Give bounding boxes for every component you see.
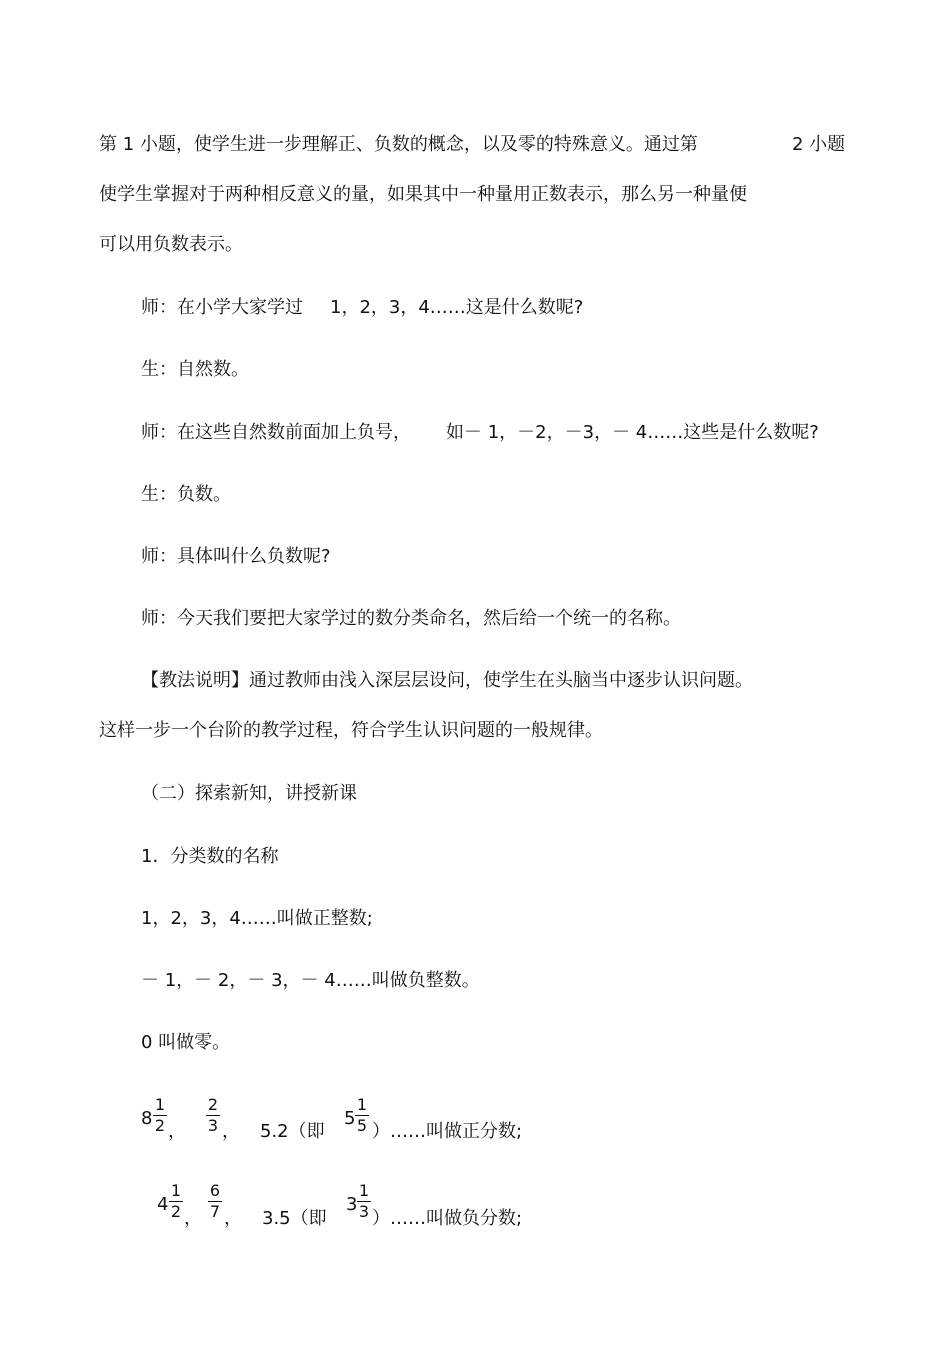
fraction: 1 5	[356, 1095, 368, 1135]
para1-line1a: 第 1 小题，使学生进一步理解正、负数的概念，以及零的特殊意义。通过第	[99, 134, 698, 155]
separator: ，	[222, 1121, 240, 1142]
separator: ，	[224, 1208, 242, 1229]
dialog-line-4: 生：负数。	[141, 484, 231, 505]
para1-line2: 使学生掌握对于两种相反意义的量，如果其中一种量用正数表示，那么另一种量便	[99, 184, 747, 205]
mixed-whole: 4	[157, 1194, 169, 1215]
dialog-line-1a: 师：在小学大家学过	[141, 297, 303, 318]
negative-fractions-label: ）……叫做负分数;	[372, 1208, 523, 1229]
positive-fractions-label: ）……叫做正分数;	[372, 1121, 523, 1142]
dialog-line-6: 师：今天我们要把大家学过的数分类命名，然后给一个统一的名称。	[141, 608, 681, 629]
note-line-1: 【教法说明】通过教师由浅入深层层设问，使学生在头脑当中逐步认识问题。	[141, 670, 753, 691]
mixed-whole: 5	[344, 1108, 356, 1129]
para1-line3: 可以用负数表示。	[99, 234, 243, 255]
fraction: 1 2	[154, 1095, 166, 1135]
dialog-line-3a: 师：在这些自然数前面加上负号，	[141, 422, 411, 443]
subsection-title: 1．分类数的名称	[141, 846, 279, 867]
fraction: 1 3	[358, 1181, 370, 1221]
para1-line1b: 2 小题	[792, 134, 846, 155]
separator: ，	[168, 1121, 186, 1142]
dialog-line-1b: 1，2，3，4……这是什么数呢?	[330, 297, 584, 318]
section-title: （二）探索新知，讲授新课	[141, 783, 357, 804]
fraction: 1 2	[170, 1181, 182, 1221]
separator: ，	[184, 1208, 202, 1229]
fraction: 2 3	[207, 1095, 219, 1135]
positive-integers-line: 1，2，3，4……叫做正整数;	[141, 908, 373, 929]
decimal-text: 5.2（即	[260, 1121, 325, 1142]
dialog-line-3b: 如－ 1，－2，－3，－ 4……这些是什么数呢?	[446, 422, 819, 443]
decimal-text: 3.5（即	[262, 1208, 327, 1229]
zero-line: 0 叫做零。	[141, 1032, 231, 1053]
negative-integers-line: － 1，－ 2，－ 3，－ 4……叫做负整数。	[141, 970, 480, 991]
dialog-line-5: 师：具体叫什么负数呢?	[141, 546, 331, 567]
fraction: 6 7	[209, 1181, 221, 1221]
dialog-line-2: 生：自然数。	[141, 359, 249, 380]
mixed-whole: 3	[346, 1194, 358, 1215]
mixed-whole: 8	[141, 1108, 153, 1129]
note-line-2: 这样一步一个台阶的教学过程，符合学生认识问题的一般规律。	[99, 720, 603, 741]
